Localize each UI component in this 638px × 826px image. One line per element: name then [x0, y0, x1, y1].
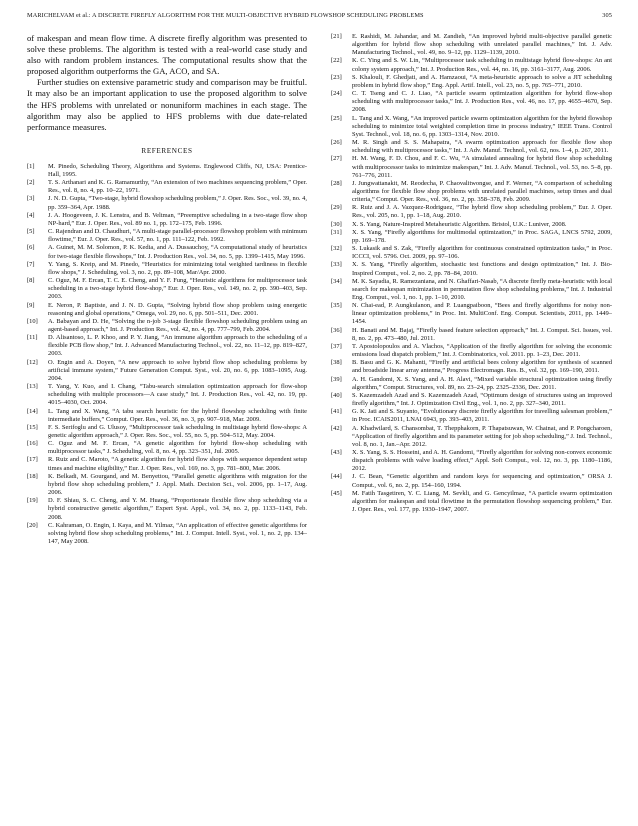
reference-number: [7] [27, 260, 35, 268]
reference-number: [31] [331, 228, 342, 236]
reference-text: X. S. Yang, S. S. Hosseini, and A. H. Gandomi, “Firefly algorithm for solving non-convex economic dispatch problems with valve loading effect,” Appl. Soft Comput., vol. 12, no. 3, pp. 1180–1186, 2012. [352, 448, 612, 473]
reference-text: J. A. Hoogeveen, J. K. Lenstra, and B. Veltman, “Preemptive scheduling in a two-stage flow shop NP-hard,” Eur. J. Oper. Res., vol. 89 no. 1, pp. 172–175, Feb. 1996. [48, 211, 307, 227]
reference-text: H. M. Wang, F. D. Chou, and F. C. Wu, “A simulated annealing for hybrid flow shop scheduling with multiprocessor tasks to minimize makespan,” Int. J. Adv. Manuf. Technol., vol. 53, no. 5–8, pp. 761–776, 2011. [352, 155, 612, 179]
reference-number: [12] [27, 358, 38, 366]
reference-item [27, 261, 307, 277]
reference-number: [21] [331, 33, 342, 40]
reference-number: [44] [331, 473, 342, 481]
reference-text: X. S. Yang, “Firefly algorithm, stochastic test functions and design optimization,” Int. J. Bio-Inspired Comput., vol. 2, no. 2, pp. 78–84, 2010. [352, 261, 612, 277]
reference-item [331, 392, 612, 408]
reference-number: [45] [331, 489, 342, 497]
reference-item [27, 383, 307, 407]
reference-number: [39] [331, 375, 342, 383]
page-number: 305 [602, 12, 612, 19]
reference-text: M. K. Sayadia, R. Ramezaniana, and N. Ghaffari-Nasab, “A discrete firefly meta-heuristic with local search for makespan minimization in permutation flow shop scheduling problems,” Int. J. Industrial Eng. Comput., vol. 1, no. 1, pp. 1–10, 2010. [352, 277, 612, 301]
reference-number: [19] [27, 497, 38, 505]
reference-item [331, 343, 612, 359]
references-list-left [27, 163, 307, 546]
reference-number: [16] [27, 440, 38, 448]
references-list-right [331, 33, 612, 514]
reference-text: X. S. Yang, Nature-Inspired Metaheuristic Algorithm. Bristol, U.K.: Luniver, 2008. [352, 220, 567, 228]
reference-number: [9] [27, 301, 35, 309]
reference-item [331, 278, 612, 302]
reference-text: T. Yang, Y. Kuo, and I. Chang, “Tabu-search simulation optimization approach for flow-shop scheduling with multiple processors—A case study,” Int. J. Production Res., vol. 42, no. 19, pp. 4015–4030, Oct. 2004. [48, 383, 307, 407]
reference-item [331, 490, 612, 514]
reference-text: T. Apostolopoulos and A. Vlachos, “Application of the firefly algorithm for solving the economic emissions load dispatch problem,” Int. J. Combinatorics, vol. 2011. pp. 1–23, Dec. 2011. [352, 342, 612, 359]
reference-item [27, 522, 307, 546]
reference-item [27, 163, 307, 179]
reference-item [331, 449, 612, 473]
reference-number: [41] [331, 408, 342, 416]
reference-number: [4] [27, 211, 35, 219]
reference-text: S. Khalouli, F. Ghedjati, and A. Hamzaoui, “A meta-heuristic approach to solve a JIT scheduling problem in hybrid flow shop,” Eng. Appl. Artif. Intell., vol. 23, no. 5, pp. 765–771, 2010. [352, 73, 612, 89]
reference-number: [34] [331, 277, 342, 285]
references-heading: REFERENCES [141, 146, 193, 155]
reference-item [27, 497, 307, 521]
reference-number: [5] [27, 228, 35, 236]
reference-item [27, 440, 307, 456]
reference-text: D. F. Shiau, S. C. Cheng, and Y. M. Huang, “Proportionate flexible flow shop scheduling via a hybrid constructive genetic algorithm,” Expert Syst. Appl., vol. 34, no. 2, pp. 1133–1143, Feb. 2008. [48, 497, 307, 521]
reference-item [27, 456, 307, 472]
reference-text: C. Oguz and M. F. Ercan, “A genetic algorithm for hybrid flow-shop scheduling with multiprocessor tasks,” J. Scheduling, vol. 8, no. 4, pp. 323–351, Jul. 2005. [48, 440, 307, 456]
reference-item [331, 74, 612, 90]
left-column [27, 33, 307, 546]
reference-number: [11] [27, 334, 38, 342]
conclusion-paragraph-1: of makespan and mean flow time. A discrete firefly algorithm was presented to solve these problems. The algorithm is tested with a real-world case study and also with random problem instances. The computational results show that the proposed algorithm outperforms the GA, ACO, and SA. [27, 33, 307, 77]
reference-item [27, 408, 307, 424]
reference-number: [10] [27, 317, 38, 325]
reference-text: C. Oguz, M. F. Ercan, T. C. E. Cheng, and Y. F. Fung, “Heuristic algorithms for multiprocessor task scheduling in a two-stage hybrid flow-shop,” Eur. J. Oper. Res., vol. 149, no. 2, pp. 390–403, Sep. 2003. [48, 277, 307, 301]
reference-text: D. Alisantoso, L. P. Khoo, and P. Y. Jiang, “An immune algorithm approach to the scheduling of a flexible PCB flow shop,” Int. J. Advanced Manufacturing Technol., vol. 22, no. 11–12, pp. 819–827, 2003. [48, 334, 307, 358]
reference-text: T. S. Arthanari and K. G. Ramamurthy, “An extension of two machines sequencing problem,” Oper. Res., vol. 8, no. 4, pp. 10–22, 1971. [48, 179, 307, 195]
reference-item [331, 204, 612, 220]
reference-item [27, 244, 307, 260]
right-column [331, 33, 612, 514]
reference-text: K. Belkadi, M. Gourgand, and M. Benyettou, “Parallel genetic algorithms with migration for the hybrid flow shop scheduling problem,” J. Appl. Math. Decision Sci., vol. 2006, pp. 1–17, Aug. 2006. [48, 472, 307, 497]
reference-number: [6] [27, 244, 35, 252]
reference-number: [42] [331, 424, 342, 432]
reference-text: M. Pinedo, Scheduling Theory, Algorithms and Systems. Englewood Cliffs, NJ, USA: Prentice-Hall, 1995. [48, 162, 307, 178]
reference-item [27, 473, 307, 497]
reference-text: R. Ruiz and C. Maroto, “A genetic algorithm for hybrid flow shops with sequence dependent setup times and machine eligibility,” Eur. J. Oper. Res., vol. 169, no. 3, pp. 781–800, Mar. 2006. [48, 456, 307, 472]
reference-text: C. Kahraman, O. Engin, I. Kaya, and M. Yilmaz, “An application of effective genetic algorithms for solving hybrid flow shop scheduling problems,” Int. J. Comput. Intell. Syst., vol. 1, no. 2, pp. 134–147, May 2008. [48, 521, 307, 546]
reference-item [331, 359, 612, 375]
reference-text: A. H. Gandomi, X. S. Yang, and A. H. Alavi, “Mixed variable structural optimization using firefly algorithm,” Comput. Structures, vol. 89, no. 23–24, pp. 2325–2336, Dec. 2011. [352, 375, 612, 391]
reference-item [27, 179, 307, 195]
reference-number: [24] [331, 90, 342, 98]
reference-number: [28] [331, 179, 342, 187]
reference-item [27, 334, 307, 358]
reference-number: [27] [331, 155, 342, 163]
reference-item [27, 277, 307, 301]
reference-number: [20] [27, 521, 38, 529]
reference-text: F. S. Serifoglu and G. Ulusoy, “Multiprocessor task scheduling in multistage hybrid flow-shops: A genetic algorithm approach,” J. Oper. Res. Soc., vol. 55, no. 5, pp. 504–512, May. 2004. [48, 423, 307, 439]
reference-text: X. S. Yang, “Firefly algorithms for multimodal optimization,” in Proc. SAGA, LNCS 5792, 2009, pp. 169–178. [352, 228, 612, 244]
conclusion-paragraph-2: Further studies on extensive parametric study and comparison may be fruitful. It may also be an important application to use the proposed algorithm to solve the HFS problems with unrelated or nonuniform machines in each stage. The algorithm may also be applied to HFS problems with due date-related performance measures. [27, 77, 307, 132]
reference-text: M. Fatih Tasgetiren, Y. C. Liang, M. Sevkli, and G. Gencyilmaz, “A particle swarm optimization algorithm for makespan and total flowtime in the permutation flowshop sequencing problem,” Eur. J. Oper. Res., vol. 177, pp. 1930–1947, 2007. [352, 489, 612, 514]
reference-item [331, 57, 612, 73]
reference-item [331, 261, 612, 277]
reference-number: [32] [331, 245, 342, 253]
reference-item [27, 359, 307, 383]
reference-item [331, 90, 612, 114]
reference-text: A. Khadwilard, S. Chansombat, T. Thepphakorn, P. Thapatsuwan, W. Chainat, and P. Pongcharoen, “Application of firefly algorithm and its parameter setting for job shop scheduling,” J. Ind. Technol., vol. 8, no. 1, Jan.–Apr. 2012. [352, 424, 612, 448]
reference-text: A. Babayan and D. He, “Solving the n-job 3-stage flexible flowshop scheduling problem using an agent-based approach,” Int. J. Production Res., vol. 42, no. 4, pp. 777–799, Feb. 2004. [48, 317, 307, 333]
reference-text: K. C. Ying and S. W. Lin, “Multiprocessor task scheduling in multistage hybrid flow-shops: An ant colony system approach,” Int. J. Production Res., vol. 44, no. 16, pp. 3161–3177, Aug. 2006. [352, 57, 612, 73]
reference-number: [3] [27, 195, 35, 203]
reference-text: N. Chai-ead, P. Aungkulanon, and P. Luangpaiboon, “Bees and firefly algorithms for noisy non-linear optimization problems,” in Proc. Int. MultiConf. Eng. Comput. Scientists, 2011, pp. 1449–1454. [352, 302, 612, 326]
reference-text: M. R. Singh and S. S. Mahapatra, “A swarm optimization approach for flexible flow shop scheduling with multiprocessor tasks,” Int. J. Adv. Manuf. Technol., vol. 62, nos. 1–4, p. 267, 2011. [352, 139, 612, 155]
reference-number: [25] [331, 114, 342, 122]
reference-item [331, 139, 612, 155]
reference-item [331, 408, 612, 424]
reference-number: [23] [331, 73, 342, 81]
reference-number: [35] [331, 302, 342, 310]
running-header [27, 12, 612, 24]
reference-item [27, 212, 307, 228]
reference-text: B. Basu and G. K. Mahanti, “Firefly and artificial bees colony algorithm for synthesis of scanned and broadside linear array antenna,” Progress Electromagn. Res. B., vol. 32, pp. 169–190, 2011. [352, 359, 612, 375]
reference-number: [30] [331, 220, 342, 228]
reference-item [331, 180, 612, 204]
reference-number: [14] [27, 407, 38, 415]
reference-text: Y. Yang, S. Kreip, and M. Pinedo, “Heuristics for minimizing total weighted tardiness in flexible flow shops,” J. Scheduling, vol. 3, no. 2, pp. 89–108, Mar/Apr. 2000. [48, 260, 307, 276]
reference-number: [8] [27, 277, 35, 285]
reference-number: [33] [331, 261, 342, 269]
reference-item [331, 221, 612, 229]
reference-number: [15] [27, 423, 38, 431]
reference-number: [22] [331, 57, 342, 65]
reference-number: [29] [331, 204, 342, 212]
reference-text: H. Banati and M. Bajaj, “Firefly based feature selection approach,” Int. J. Comput. Sci. Issues, vol. 8, no. 2, pp. 473–480, Jul. 2011. [352, 326, 612, 342]
reference-text: C. T. Tseng and C. J. Liao, “A particle swarm optimization algorithm for hybrid flow-shop scheduling with multiprocessor tasks,” Int. J. Production Res., vol. 46, no. 17, pp. 4655–4670, Sep. 2008. [352, 90, 612, 114]
reference-item [331, 302, 612, 326]
reference-item [27, 318, 307, 334]
reference-number: [38] [331, 359, 342, 367]
reference-text: J. Jungwattanakit, M. Reodecha, P. Chaovalitwongse, and F. Werner, “A comparison of scheduling algorithms for flexible flow shop problems with unrelated parallel machines, setup times and dual criteria,” Comput. Oper. Res., vol. 36, no. 2, pp. 358–378, Feb. 2009. [352, 179, 612, 204]
reference-item [331, 425, 612, 449]
reference-text: C. Rajendran and D. Chaudhuri, “A multi-stage parallel-processor flowshop problem with minimum flowtime,” Eur. J. Oper. Res., vol. 57, no. 1, pp. 111–122, Feb. 1992. [48, 228, 307, 244]
reference-number: [2] [27, 179, 35, 187]
reference-item [331, 327, 612, 343]
reference-item [27, 195, 307, 211]
reference-number: [40] [331, 391, 342, 399]
reference-number: [17] [27, 456, 38, 464]
reference-item [331, 115, 612, 139]
reference-number: [36] [331, 326, 342, 334]
reference-number: [43] [331, 448, 342, 456]
reference-text: A. Guinet, M. M. Solomon, P. K. Kedia, and A. Dussauchoy, “A computational study of heuristics for two-stage flexible flowshops,” Int. J. Production Res., vol. 34, no. 5, pp. 1399–1415, May 1996. [48, 244, 307, 260]
reference-item [331, 33, 612, 57]
reference-number: [18] [27, 472, 38, 480]
reference-number: [26] [331, 139, 342, 147]
reference-text: S. Kazemzadeh Azad and S. Kazemzadeh Azad, “Optimum design of structures using an improved firefly algorithm,” Int. J. Optimization Civil Eng., vol. 1, no. 2, pp. 327–340, 2011. [352, 391, 612, 408]
reference-item [331, 376, 612, 392]
reference-text: L. Tang and X. Wang, “An improved particle swarm optimization algorithm for the hybrid flowshop scheduling to minimize total weighted completion time in process industry,” IEEE Trans. Control Syst. Technol., vol. 18, no. 6, pp. 1303–1314, Nov. 2010. [352, 114, 612, 138]
reference-item [27, 302, 307, 318]
reference-text: S. Lukasik and S. Zak, “Firefly algorithm for continuous constrained optimization tasks,” in Proc. ICCCI, vol. 5796. Oct. 2009, pp. 97–106. [352, 245, 612, 261]
reference-item [331, 473, 612, 489]
reference-text: G. K. Jati and S. Suyanto, “Evolutionary discrete firefly algorithm for travelling salesman problem,” in Proc. ICAIS2011, LNAI 6943, pp. 393–403, 2011. [352, 408, 612, 424]
reference-text: R. Ruiz and J. A. Vazquez-Rodriguez, “The hybrid flow shop scheduling problem,” Eur. J. Oper. Res., vol. 205, no. 1, pp. 1–18, Aug. 2010. [352, 204, 612, 220]
reference-item [331, 229, 612, 245]
reference-text: L. Tang and X. Wang, “A tabu search heuristic for the hybrid flowshop scheduling with finite intermediate buffers,” Comput. Oper. Res., vol. 36, no. 3, pp. 907–918, Mar. 2009. [48, 407, 307, 423]
reference-text: J. N. D. Gupta, “Two-stage, hybrid flowshop scheduling problem,” J. Oper. Res. Soc., vol. 39, no. 4, pp. 359–364, Apr. 1988. [48, 195, 307, 211]
reference-item [331, 245, 612, 261]
reference-text: J. C. Bean, “Genetic algorithm and random keys for sequencing and optimization,” ORSA J. Comput., vol. 6, no. 2, pp. 154–160, 1994. [352, 473, 612, 489]
reference-item [331, 155, 612, 179]
reference-number: [1] [27, 162, 35, 170]
reference-item [27, 424, 307, 440]
running-title: MARICHELVAM et al.: A DISCRETE FIREFLY ALGORITHM FOR THE MULTI-OBJECTIVE HYBRID FLOWSHOP SCHEDULING PROBLEMS [27, 12, 424, 19]
reference-text: O. Engin and A. Doyen, “A new approach to solve hybrid flow shop scheduling problems by artificial immune system,” Future Generation Comput. Syst., vol. 20, no. 6, pp. 1083–1095, Aug. 2004. [48, 358, 307, 382]
reference-number: [13] [27, 383, 38, 391]
reference-text: E. Rashidi, M. Jahandar, and M. Zandieh, “An improved hybrid multi-objective parallel genetic algorithm for hybrid flow shop scheduling with unrelated parallel machines,” Int. J. Adv. Manufacturing Technol., vol. 49, no. 9–12, pp. 1129–1139, 2010. [352, 33, 612, 57]
reference-text: E. Neron, P. Baptiste, and J. N. D. Gupta, “Solving hybrid flow shop problem using energetic reasoning and global operations,” Omega, vol. 29, no. 6, pp. 501–511, Dec. 2001. [48, 301, 307, 317]
reference-number: [37] [331, 342, 342, 350]
reference-item [27, 228, 307, 244]
